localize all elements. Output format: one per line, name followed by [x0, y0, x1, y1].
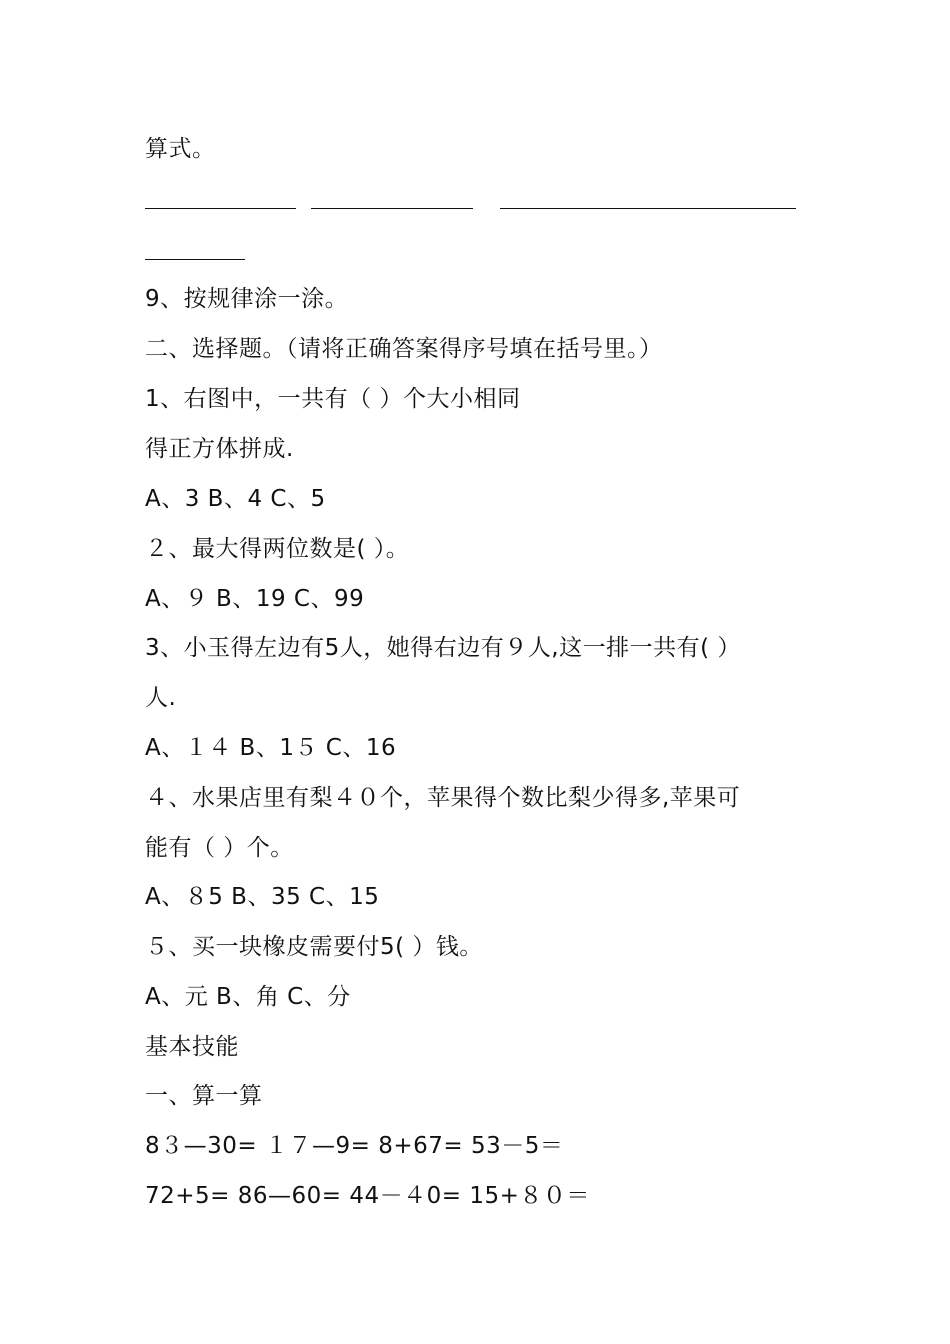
calculation-row-2: 72+5= 86—60= 44－４0= 15+８０＝ [145, 1183, 590, 1209]
question-1: 1、右图中，一共有（ ）个大小相同 [145, 386, 521, 412]
text-line-formula: 算式。 [145, 136, 216, 162]
question-5: ５、买一块橡皮需要付5( ）钱。 [145, 934, 483, 960]
question-1-continued: 得正方体拼成. [145, 436, 294, 462]
question-4: ４、水果店里有梨４０个，苹果得个数比梨少得多,苹果可 [145, 785, 741, 811]
question-9: 9、按规律涂一涂。 [145, 286, 349, 312]
section-heading-calculate: 一、算一算 [145, 1083, 263, 1109]
calculation-row-1: 8３—30= １７—9= 8+67= 53－5＝ [145, 1133, 564, 1159]
section-heading-basic-skills: 基本技能 [145, 1034, 239, 1060]
answer-blank-4 [145, 259, 245, 260]
question-3-options: A、１４ B、1５ C、16 [145, 735, 397, 761]
answer-blank-3 [500, 208, 796, 209]
question-4-options: A、８5 B、35 C、15 [145, 884, 380, 910]
question-1-options: A、3 B、4 C、5 [145, 486, 326, 512]
answer-blank-1 [145, 208, 296, 209]
question-4-continued: 能有（ ）个。 [145, 835, 294, 861]
question-3-continued: 人. [145, 685, 177, 711]
question-5-options: A、元 B、角 C、分 [145, 984, 351, 1010]
question-2: ２、最大得两位数是( ）。 [145, 536, 410, 562]
section-heading-choice: 二、选择题。（请将正确答案得序号填在括号里。） [145, 336, 663, 362]
question-3: 3、小玉得左边有5人，她得右边有９人,这一排一共有( ） [145, 635, 741, 661]
question-2-options: A、９ B、19 C、99 [145, 586, 365, 612]
answer-blank-2 [311, 208, 473, 209]
